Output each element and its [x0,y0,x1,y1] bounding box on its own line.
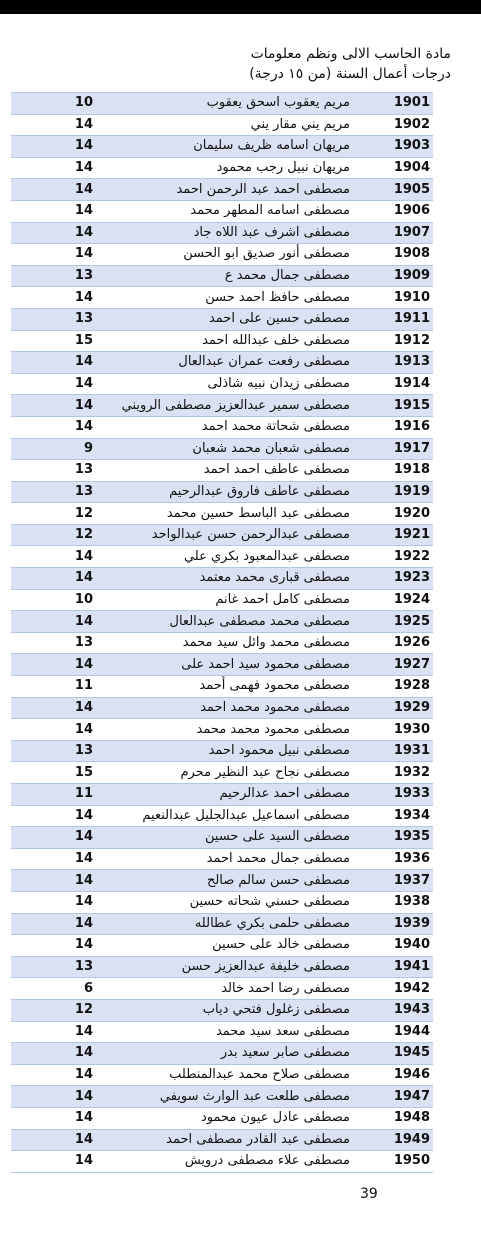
student-name-cell: مصطفى حسني شحاته حسين [121,891,358,913]
grade-cell: 14 [11,913,121,935]
grade-cell: 14 [11,1107,121,1129]
seat-number-cell: 1950 [358,1151,433,1173]
table-row [11,244,433,266]
table-row [11,999,433,1021]
grade-cell: 12 [11,999,121,1021]
grade-cell: 13 [11,308,121,330]
table-row [11,913,433,935]
seat-number-cell: 1935 [358,827,433,849]
seat-number-cell: 1909 [358,265,433,287]
table-row [11,352,433,374]
student-name-cell: مصطفى عبد القادر مصطفى احمد [121,1129,358,1151]
seat-number-cell: 1915 [358,395,433,417]
table-row [11,978,433,1000]
grade-cell: 14 [11,200,121,222]
grade-cell: 14 [11,244,121,266]
table-row [11,697,433,719]
student-name-cell: مصطفى عاطف فاروق عبدالرحيم [121,481,358,503]
seat-number-cell: 1940 [358,935,433,957]
grade-cell: 14 [11,114,121,136]
student-name-cell: مصطفى شحاتة محمد احمد [121,416,358,438]
seat-number-cell: 1921 [358,524,433,546]
seat-number-cell: 1942 [358,978,433,1000]
student-name-cell: مريهان اسامه ظريف سليمان [121,136,358,158]
student-name-cell: مصطفى جمال محمد ع [121,265,358,287]
seat-number-cell: 1926 [358,632,433,654]
table-row [11,891,433,913]
grade-cell: 13 [11,265,121,287]
seat-number-cell: 1910 [358,287,433,309]
table-row [11,1043,433,1065]
grades-table [11,92,433,1173]
grade-cell: 13 [11,481,121,503]
table-row [11,956,433,978]
table-row [11,93,433,115]
grade-cell: 14 [11,546,121,568]
seat-number-cell: 1928 [358,676,433,698]
seat-number-cell: 1916 [358,416,433,438]
seat-number-cell: 1937 [358,870,433,892]
table-row [11,503,433,525]
student-name-cell: مصطفى اسماعيل عبدالجليل عبدالنعيم [121,805,358,827]
top-black-band [0,0,481,14]
seat-number-cell: 1934 [358,805,433,827]
student-name-cell: مصطفى عبدالمعبود بكري علي [121,546,358,568]
student-name-cell: مصطفى اشرف عبد اللاه جاد [121,222,358,244]
seat-number-cell: 1944 [358,1021,433,1043]
grade-cell: 14 [11,719,121,741]
student-name-cell: مصطفى سمير عبدالعزيز مصطفى الرويني [121,395,358,417]
table-row [11,330,433,352]
seat-number-cell: 1914 [358,373,433,395]
seat-number-cell: 1904 [358,157,433,179]
seat-number-cell: 1949 [358,1129,433,1151]
student-name-cell: مصطفى محمود فهمى أحمد [121,676,358,698]
table-row [11,740,433,762]
student-name-cell: مصطفى اسامه المطهر محمد [121,200,358,222]
student-name-cell: مصطفى سعد سيد محمد [121,1021,358,1043]
student-name-cell: مصطفى عاطف احمد احمد [121,460,358,482]
grade-cell: 14 [11,287,121,309]
grade-cell: 14 [11,805,121,827]
table-row [11,1151,433,1173]
table-row [11,265,433,287]
grade-cell: 14 [11,654,121,676]
grade-cell: 14 [11,697,121,719]
grade-cell: 12 [11,503,121,525]
seat-number-cell: 1930 [358,719,433,741]
table-row [11,632,433,654]
seat-number-cell: 1939 [358,913,433,935]
table-row [11,676,433,698]
table-row [11,848,433,870]
seat-number-cell: 1945 [358,1043,433,1065]
student-name-cell: مريم يعقوب اسحق يعقوب [121,93,358,115]
seat-number-cell: 1906 [358,200,433,222]
seat-number-cell: 1929 [358,697,433,719]
grade-cell: 14 [11,1129,121,1151]
table-row [11,870,433,892]
table-row [11,827,433,849]
table-row [11,136,433,158]
grades-subtitle: درجات أعمال السنة (من ١٥ درجة) [249,66,451,82]
student-name-cell: مصطفى عبد الباسط حسين محمد [121,503,358,525]
table-row [11,935,433,957]
table-row [11,546,433,568]
seat-number-cell: 1905 [358,179,433,201]
seat-number-cell: 1917 [358,438,433,460]
grade-cell: 12 [11,524,121,546]
grade-cell: 14 [11,848,121,870]
student-name-cell: مصطفى جمال محمد احمد [121,848,358,870]
seat-number-cell: 1925 [358,611,433,633]
student-name-cell: مصطفى السيد على حسين [121,827,358,849]
student-name-cell: مصطفى أنور صديق ابو الحسن [121,244,358,266]
table-row [11,287,433,309]
student-name-cell: مصطفى محمد مصطفى عبدالعال [121,611,358,633]
student-name-cell: مصطفى محمود سيد احمد على [121,654,358,676]
seat-number-cell: 1941 [358,956,433,978]
student-name-cell: مصطفى عادل عيون محمود [121,1107,358,1129]
table-row [11,719,433,741]
grade-cell: 13 [11,460,121,482]
table-row [11,460,433,482]
seat-number-cell: 1923 [358,568,433,590]
grade-cell: 14 [11,1064,121,1086]
seat-number-cell: 1912 [358,330,433,352]
table-row [11,568,433,590]
student-name-cell: مصطفى حسن سالم صالح [121,870,358,892]
table-row [11,438,433,460]
grade-cell: 13 [11,632,121,654]
grade-cell: 14 [11,1086,121,1108]
student-name-cell: مصطفى محمود محمد محمد [121,719,358,741]
seat-number-cell: 1946 [358,1064,433,1086]
table-row [11,589,433,611]
grade-cell: 14 [11,157,121,179]
seat-number-cell: 1918 [358,460,433,482]
student-name-cell: مصطفى عبدالرحمن حسن عبدالواحد [121,524,358,546]
student-name-cell: مصطفى نبيل محمود احمد [121,740,358,762]
seat-number-cell: 1908 [358,244,433,266]
student-name-cell: مصطفى زيدان نبيه شاذلى [121,373,358,395]
grade-cell: 15 [11,762,121,784]
student-name-cell: مصطفى نجاح عبد النظير محرم [121,762,358,784]
seat-number-cell: 1931 [358,740,433,762]
grade-cell: 14 [11,373,121,395]
student-name-cell: مصطفى كامل احمد غانم [121,589,358,611]
student-name-cell: مصطفى خليفة عبدالعزيز حسن [121,956,358,978]
student-name-cell: مصطفى حلمى بكري عطالله [121,913,358,935]
subject-title: مادة الحاسب الالى ونظم معلومات [250,46,451,62]
seat-number-cell: 1919 [358,481,433,503]
seat-number-cell: 1913 [358,352,433,374]
grade-cell: 14 [11,827,121,849]
table-row [11,1021,433,1043]
seat-number-cell: 1938 [358,891,433,913]
grade-cell: 14 [11,1043,121,1065]
table-row [11,416,433,438]
student-name-cell: مريهان نبيل رجب محمود [121,157,358,179]
seat-number-cell: 1911 [358,308,433,330]
grade-cell: 14 [11,891,121,913]
student-name-cell: مصطفى رفعت عمران عبدالعال [121,352,358,374]
grade-cell: 11 [11,784,121,806]
grade-cell: 14 [11,416,121,438]
student-name-cell: مصطفى علاء مصطفى درويش [121,1151,358,1173]
table-row [11,373,433,395]
table-row [11,114,433,136]
student-name-cell: مصطفى محمود محمد احمد [121,697,358,719]
grade-cell: 14 [11,352,121,374]
seat-number-cell: 1933 [358,784,433,806]
seat-number-cell: 1924 [358,589,433,611]
seat-number-cell: 1936 [358,848,433,870]
student-name-cell: مصطفى احمد عبد الرحمن احمد [121,179,358,201]
student-name-cell: مصطفى خالد على حسين [121,935,358,957]
student-name-cell: مصطفى شعبان محمد شعبان [121,438,358,460]
seat-number-cell: 1903 [358,136,433,158]
student-name-cell: مصطفى زغلول فتحي دياب [121,999,358,1021]
seat-number-cell: 1922 [358,546,433,568]
table-row [11,1086,433,1108]
table-row [11,805,433,827]
student-name-cell: مريم يني مقار يني [121,114,358,136]
table-row [11,481,433,503]
table-row [11,1107,433,1129]
grade-cell: 14 [11,870,121,892]
student-name-cell: مصطفى خلف عبدالله احمد [121,330,358,352]
grade-cell: 14 [11,222,121,244]
table-row [11,179,433,201]
grade-cell: 14 [11,568,121,590]
table-row [11,1129,433,1151]
student-name-cell: مصطفى طلعت عبد الوارث سويفي [121,1086,358,1108]
seat-number-cell: 1932 [358,762,433,784]
grade-cell: 14 [11,611,121,633]
grade-cell: 13 [11,740,121,762]
page-number: 39 [360,1186,378,1202]
table-row [11,222,433,244]
table-row [11,308,433,330]
table-row [11,654,433,676]
grade-cell: 15 [11,330,121,352]
seat-number-cell: 1943 [358,999,433,1021]
grade-cell: 14 [11,395,121,417]
grade-cell: 10 [11,589,121,611]
student-name-cell: مصطفى حافظ احمد حسن [121,287,358,309]
grade-cell: 14 [11,136,121,158]
seat-number-cell: 1920 [358,503,433,525]
document-header [249,44,451,84]
seat-number-cell: 1927 [358,654,433,676]
student-name-cell: مصطفى احمد عدالرحيم [121,784,358,806]
grade-cell: 14 [11,1151,121,1173]
table-row [11,395,433,417]
grade-cell: 13 [11,956,121,978]
seat-number-cell: 1947 [358,1086,433,1108]
seat-number-cell: 1902 [358,114,433,136]
table-row [11,200,433,222]
student-name-cell: مصطفى رضا احمد خالد [121,978,358,1000]
seat-number-cell: 1907 [358,222,433,244]
table-row [11,157,433,179]
table-row [11,611,433,633]
table-row [11,524,433,546]
grade-cell: 14 [11,935,121,957]
student-name-cell: مصطفى صابر سعيد بدر [121,1043,358,1065]
seat-number-cell: 1948 [358,1107,433,1129]
grade-cell: 6 [11,978,121,1000]
table-row [11,784,433,806]
grade-cell: 14 [11,179,121,201]
table-row [11,762,433,784]
grade-cell: 11 [11,676,121,698]
student-name-cell: مصطفى محمد وائل سيد محمد [121,632,358,654]
table-row [11,1064,433,1086]
grade-cell: 9 [11,438,121,460]
student-name-cell: مصطفى صلاح محمد عبدالمنطلب [121,1064,358,1086]
student-name-cell: مصطفى قبارى محمد معتمد [121,568,358,590]
grade-cell: 10 [11,93,121,115]
student-name-cell: مصطفى حسين على احمد [121,308,358,330]
grade-cell: 14 [11,1021,121,1043]
seat-number-cell: 1901 [358,93,433,115]
